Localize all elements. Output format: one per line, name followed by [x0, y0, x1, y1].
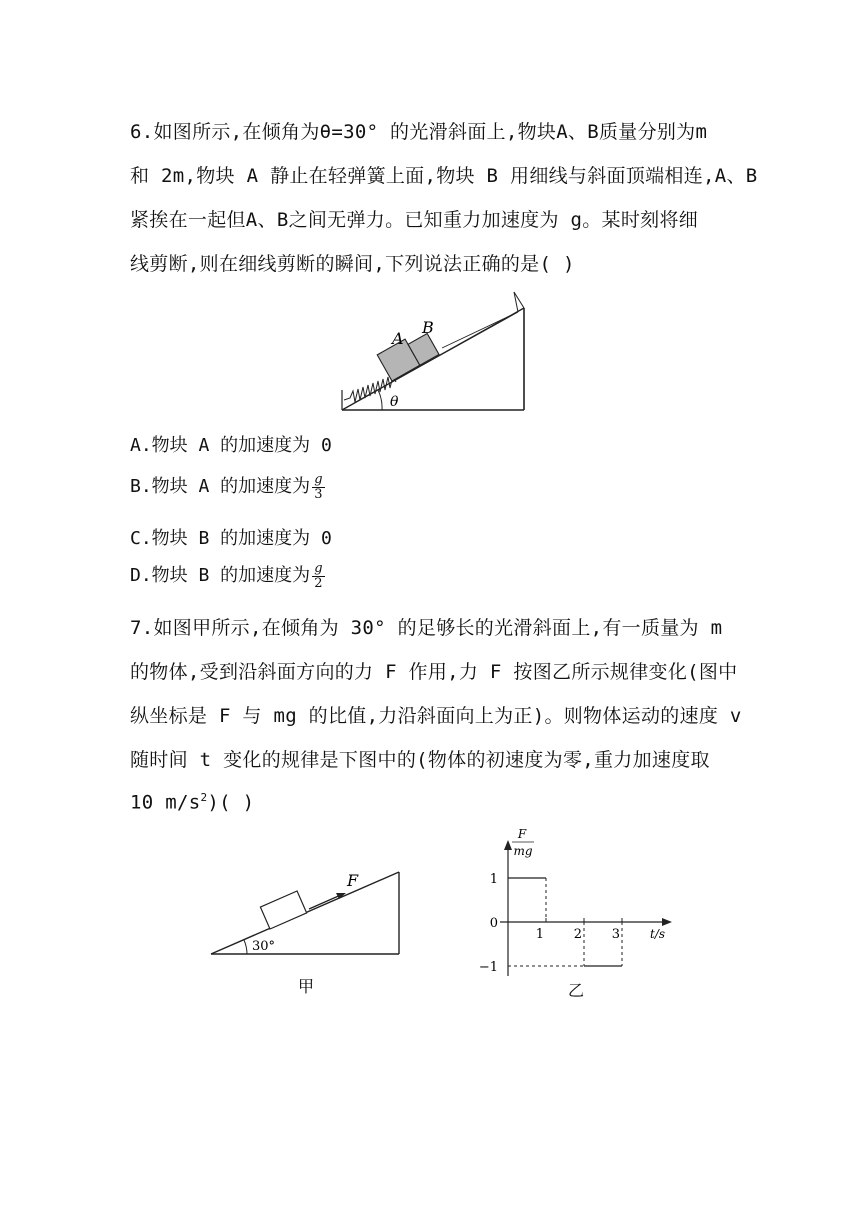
option-d: [130, 561, 325, 591]
label-a: A: [392, 329, 404, 348]
q6-line-3: 紧挨在一起但A、B之间无弹力。已知重力加速度为 g。某时刻将细: [130, 209, 699, 231]
frac-d-den: 2: [314, 575, 323, 591]
q7-line-5-suffix: )( ): [207, 791, 255, 814]
q7-line-2: 的物体,受到沿斜面方向的力 F 作用,力 F 按图乙所示规律变化(图中: [130, 661, 738, 683]
y-label-den: mg: [513, 844, 533, 858]
option-b: [130, 472, 325, 502]
spring-icon: [344, 376, 396, 402]
frac-b-num: g: [314, 471, 323, 487]
q6-incline-figure: [336, 288, 528, 414]
frac-b-den: 3: [314, 486, 323, 502]
angle-theta: θ: [390, 394, 399, 410]
x-tick-label: 1: [535, 927, 544, 942]
q7-line-5: [130, 791, 254, 813]
q7-line-5-prefix: 10 m/s: [130, 791, 201, 814]
option-d-text: D.物块 B 的加速度为: [130, 565, 311, 586]
fraction-g-over-3: [312, 473, 324, 502]
q6-line-1: 6.如图所示,在倾角为θ=30° 的光滑斜面上,物块A、B质量分别为m: [130, 121, 708, 143]
y-label-num: F: [517, 827, 527, 841]
caption-jia: 甲: [298, 977, 315, 996]
y-axis-arrow-icon: [504, 840, 512, 850]
q6-line-2: 和 2m,物块 A 静止在轻弹簧上面,物块 B 用细线与斜面顶端相连,A、B: [130, 165, 758, 187]
x-tick-label: 3: [611, 927, 620, 942]
q6-line-4: 线剪断,则在细线剪断的瞬间,下列说法正确的是( ): [130, 253, 575, 275]
angle-30: 30°: [252, 939, 276, 954]
x-label: t/s: [650, 927, 666, 941]
x-axis-arrow-icon: [662, 918, 672, 926]
force-label: F: [347, 871, 359, 890]
jia-block: [260, 891, 306, 929]
option-b-text: B.物块 A 的加速度为: [130, 476, 311, 497]
q7-line-5-sup: 2: [200, 791, 208, 804]
q7-line-1: 7.如图甲所示,在倾角为 30° 的足够长的光滑斜面上,有一质量为 m: [130, 617, 723, 639]
y-tick-label: 0: [489, 916, 498, 931]
y-tick-label: −1: [478, 960, 498, 975]
label-b: B: [422, 318, 434, 337]
caption-yi-text: 乙: [568, 981, 585, 1000]
q7-line-4: 随时间 t 变化的规律是下图中的(物体的初速度为零,重力加速度取: [130, 749, 710, 771]
frac-d-num: g: [314, 560, 323, 576]
x-tick-label: 2: [573, 927, 582, 942]
fig-jia: [205, 862, 405, 997]
option-c: C.物块 B 的加速度为 0: [130, 528, 332, 549]
option-a: A.物块 A 的加速度为 0: [130, 435, 332, 456]
fig-yi-chart: [472, 826, 682, 1001]
fraction-g-over-2: [312, 562, 324, 591]
q7-line-3: 纵坐标是 F 与 mg 的比值,力沿斜面向上为正)。则物体运动的速度 v: [130, 705, 742, 727]
y-tick-label: 1: [489, 872, 498, 887]
